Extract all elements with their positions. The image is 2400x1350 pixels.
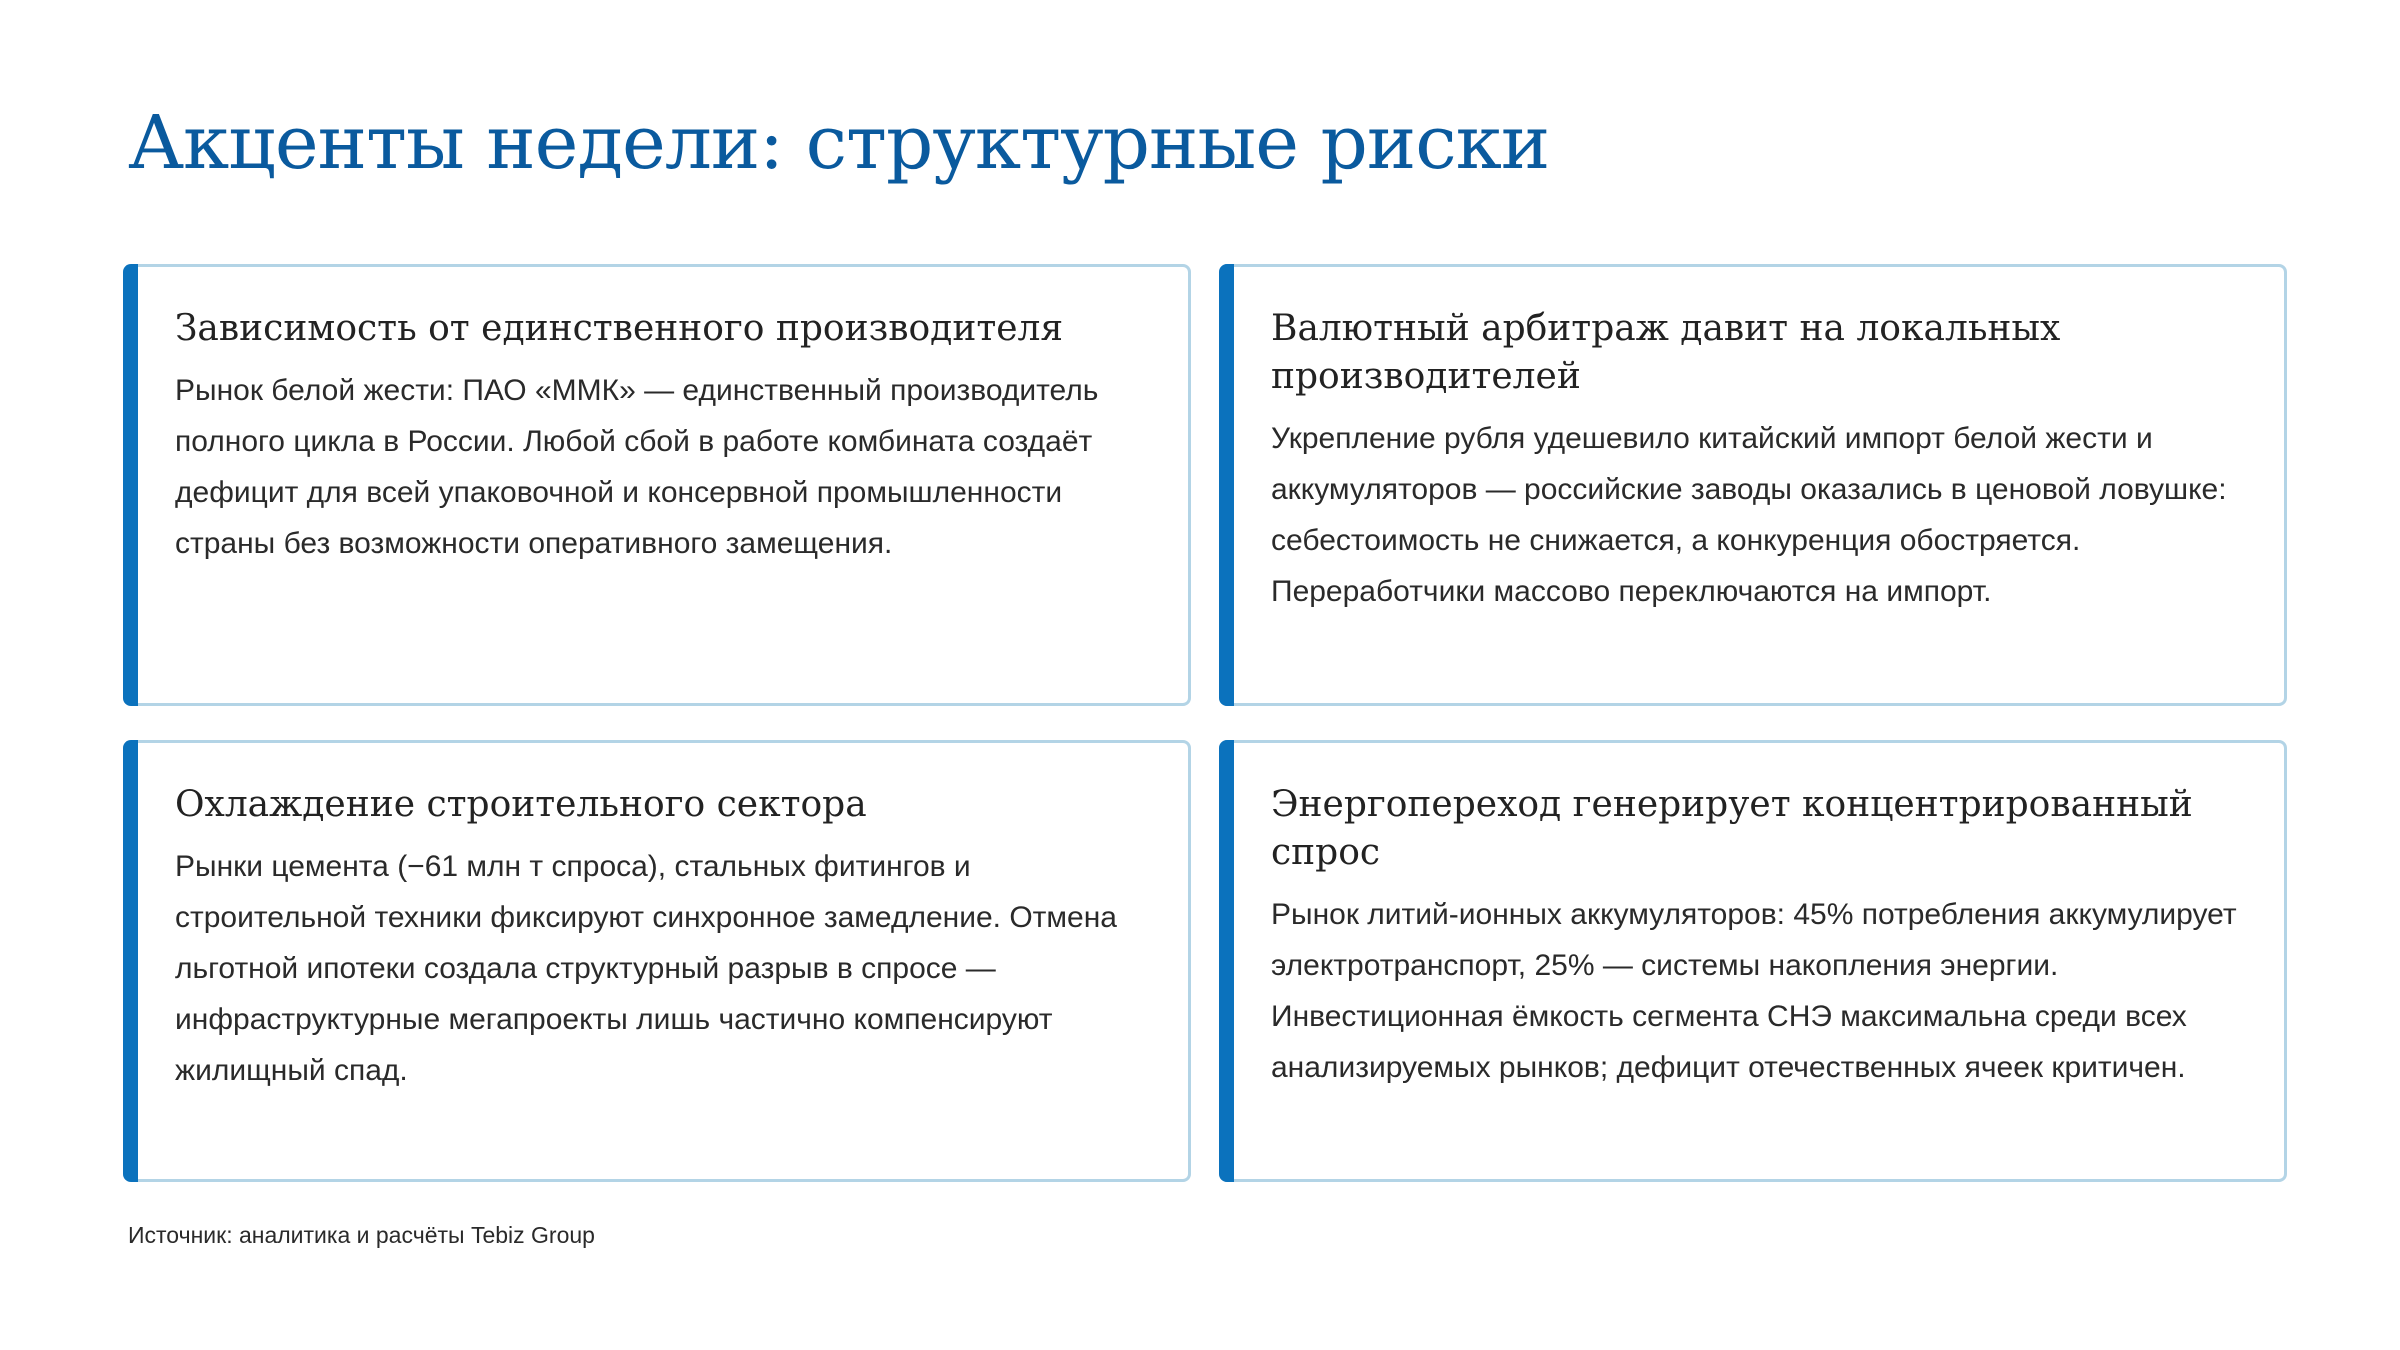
card-energy-transition <box>1219 740 2287 1182</box>
card-heading: Валютный арбитраж давит на локальных производителей <box>1271 308 2061 397</box>
card-body: Рынок литий-ионных аккумуляторов: 45% потребления аккумулирует электротранспорт, 25% — системы накопления энергии. Инвестиционная ёмкость сегмента СНЭ максимальна среди всех анализируемых рынков; дефицит отечественных ячеек критичен. <box>1271 898 2237 1084</box>
card-body: Рынки цемента (−61 млн т спроса), стальных фитингов и строительной техники фиксируют синхронное замедление. Отмена льготной ипотеки создала структурный разрыв в спросе — инфраструктурные мегапроекты лишь частично компенсируют жилищный спад. <box>175 850 1117 1087</box>
cards-grid <box>123 264 2287 1182</box>
page-title: Акценты недели: структурные риски <box>128 100 1550 186</box>
card-construction-cooling <box>123 740 1191 1182</box>
card-heading: Охлаждение строительного сектора <box>175 784 867 825</box>
card-body: Рынок белой жести: ПАО «ММК» — единственный производитель полного цикла в России. Любой сбой в работе комбината создаёт дефицит для всей упаковочной и консервной промышленности страны без возможности оперативного замещения. <box>175 374 1099 560</box>
card-heading: Зависимость от единственного производителя <box>175 308 1064 349</box>
source-note: Источник: аналитика и расчёты Tebiz Group <box>128 1222 595 1248</box>
card-body: Укрепление рубля удешевило китайский импорт белой жести и аккумуляторов — российские заводы оказались в ценовой ловушке: себестоимость не снижается, а конкуренция обостряется. Переработчики массово переключаются на импорт. <box>1271 422 2227 608</box>
card-currency-arbitrage <box>1219 264 2287 706</box>
card-heading: Энергопереход генерирует концентрированный спрос <box>1271 784 2193 873</box>
card-single-producer <box>123 264 1191 706</box>
